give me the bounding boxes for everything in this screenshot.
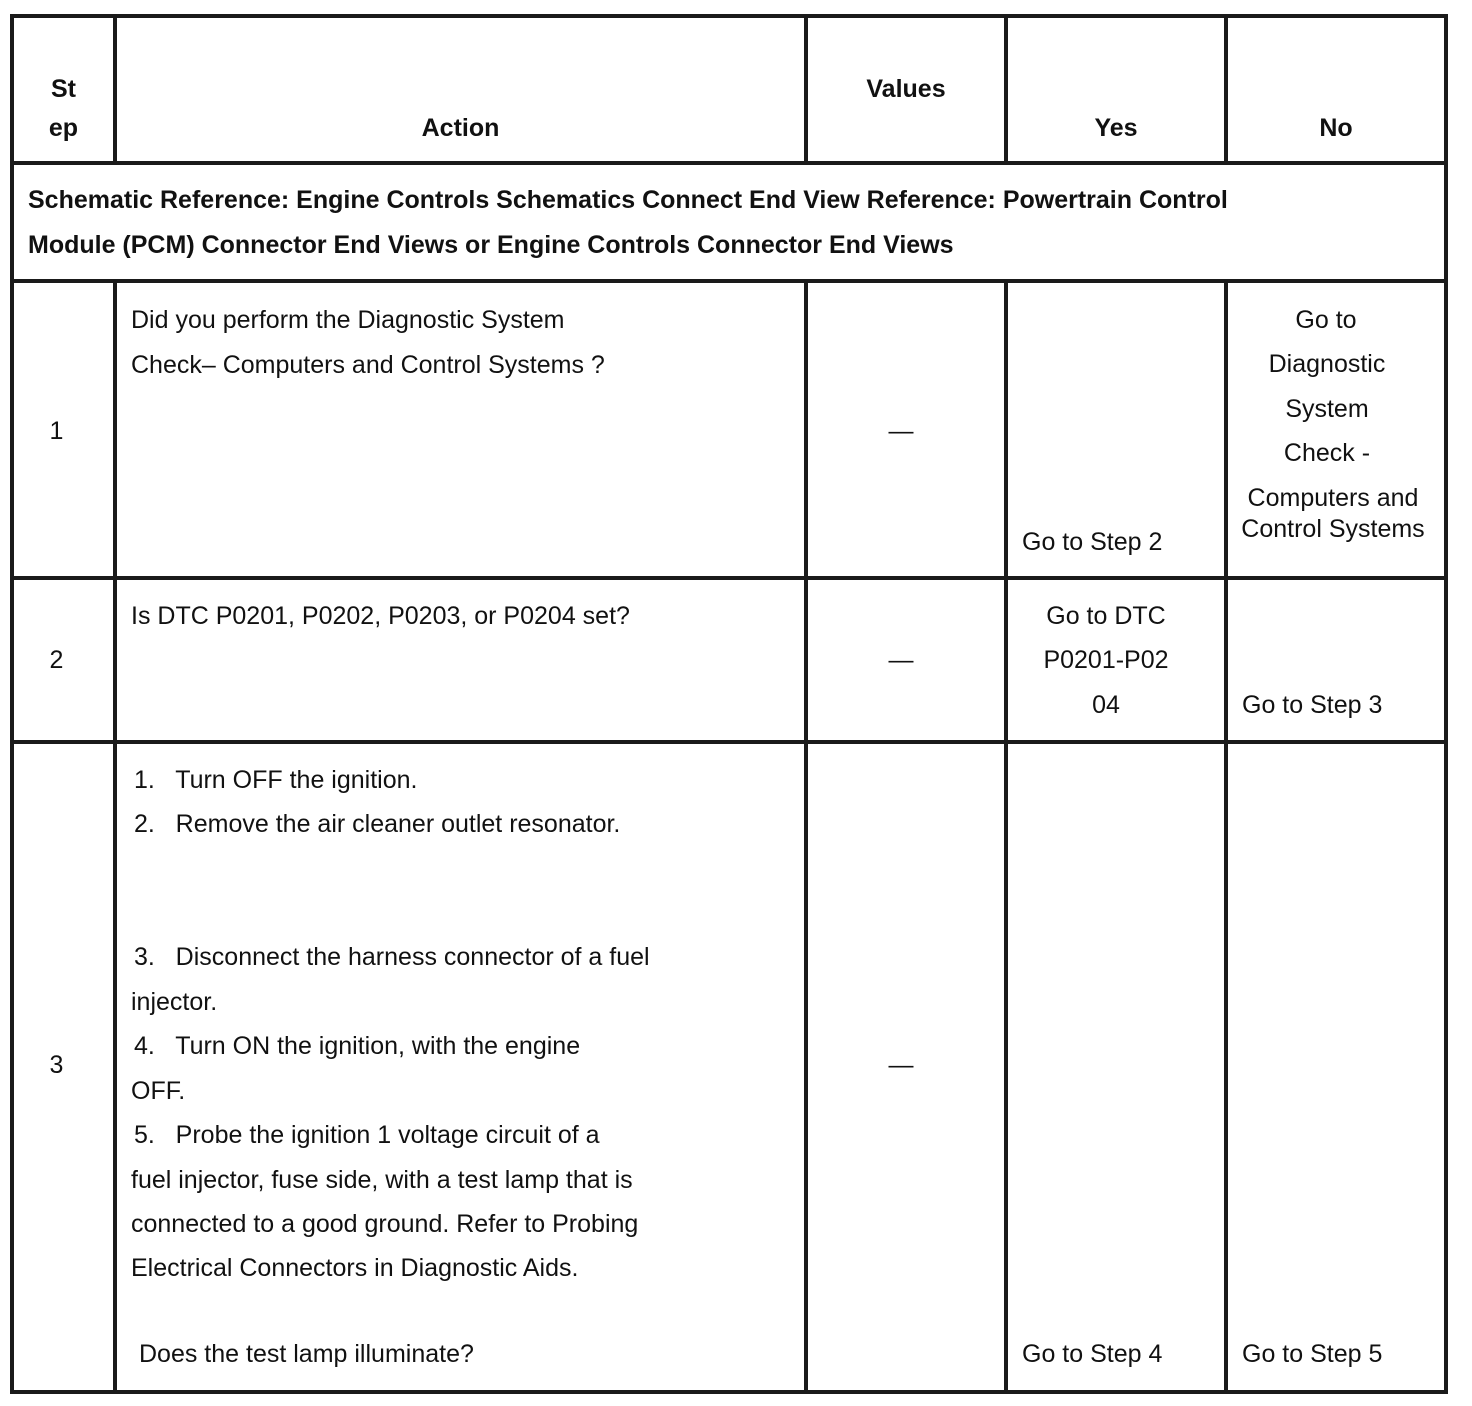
row1-no-line6: Control Systems bbox=[1241, 515, 1425, 543]
row3-value: — bbox=[888, 1051, 914, 1079]
row1-value: — bbox=[888, 417, 914, 445]
rule-col-values-body bbox=[1004, 279, 1008, 1394]
row1-no-line3: System bbox=[1285, 395, 1369, 423]
row1-action-line2: Check– Computers and Control Systems ? bbox=[131, 351, 605, 379]
row1-no-line1: Go to bbox=[1295, 306, 1357, 334]
schematic-reference-line2: Module (PCM) Connector End Views or Engine Controls Connector End Views bbox=[28, 231, 954, 259]
row3-action-line4: injector. bbox=[131, 988, 218, 1016]
rule-row1-bottom bbox=[10, 576, 1448, 580]
rule-bottom bbox=[10, 1390, 1448, 1394]
rule-row2-bottom bbox=[10, 740, 1448, 744]
schematic-reference-line1: Schematic Reference: Engine Controls Schematics Connect End View Reference: Powertrain Control bbox=[28, 186, 1228, 214]
row3-no: Go to Step 5 bbox=[1242, 1340, 1383, 1368]
rule-right bbox=[1444, 14, 1448, 1394]
header-step-line2: ep bbox=[48, 114, 79, 142]
row2-no: Go to Step 3 bbox=[1242, 691, 1383, 719]
row3-action-line9: connected to a good ground. Refer to Probing bbox=[131, 1210, 639, 1238]
row1-action-line1: Did you perform the Diagnostic System bbox=[131, 306, 565, 334]
rule-col-step-body bbox=[113, 279, 117, 1394]
row2-yes-line3: 04 bbox=[1092, 691, 1120, 719]
row3-action-line2: 2. Remove the air cleaner outlet resonator. bbox=[134, 810, 621, 838]
row1-no-line5: Computers and bbox=[1247, 484, 1419, 512]
row3-action-line8: fuel injector, fuse side, with a test lamp that is bbox=[131, 1166, 633, 1194]
row3-action-line1: 1. Turn OFF the ignition. bbox=[134, 766, 418, 794]
row2-step: 2 bbox=[49, 646, 64, 674]
header-step-line1: St bbox=[51, 75, 76, 103]
rule-header-bottom bbox=[10, 161, 1448, 165]
rule-left bbox=[10, 14, 14, 1394]
row3-action-question: Does the test lamp illuminate? bbox=[139, 1340, 474, 1368]
row3-action-line3: 3. Disconnect the harness connector of a fuel bbox=[134, 943, 650, 971]
header-no: No bbox=[1319, 114, 1353, 142]
row1-step: 1 bbox=[49, 417, 64, 445]
header-yes: Yes bbox=[1094, 114, 1138, 142]
row3-yes: Go to Step 4 bbox=[1022, 1340, 1163, 1368]
row1-no-line4: Check - bbox=[1283, 439, 1371, 467]
row3-action-line5: 4. Turn ON the ignition, with the engine bbox=[134, 1032, 581, 1060]
row2-value: — bbox=[888, 646, 914, 674]
row3-step: 3 bbox=[49, 1051, 64, 1079]
rule-top bbox=[10, 14, 1448, 18]
row3-action-line10: Electrical Connectors in Diagnostic Aids. bbox=[131, 1254, 579, 1282]
row2-action-line1: Is DTC P0201, P0202, P0203, or P0204 set? bbox=[131, 602, 630, 630]
row3-action-line7: 5. Probe the ignition 1 voltage circuit of a bbox=[134, 1121, 600, 1149]
row2-yes-line1: Go to DTC bbox=[1046, 602, 1166, 630]
row2-yes-line2: P0201-P02 bbox=[1043, 646, 1169, 674]
row1-yes: Go to Step 2 bbox=[1022, 528, 1163, 556]
header-values: Values bbox=[866, 75, 946, 103]
header-action: Action bbox=[421, 114, 500, 142]
row1-no-line2: Diagnostic bbox=[1268, 350, 1386, 378]
rule-reference-bottom bbox=[10, 279, 1448, 283]
row3-action-line6: OFF. bbox=[131, 1077, 186, 1105]
